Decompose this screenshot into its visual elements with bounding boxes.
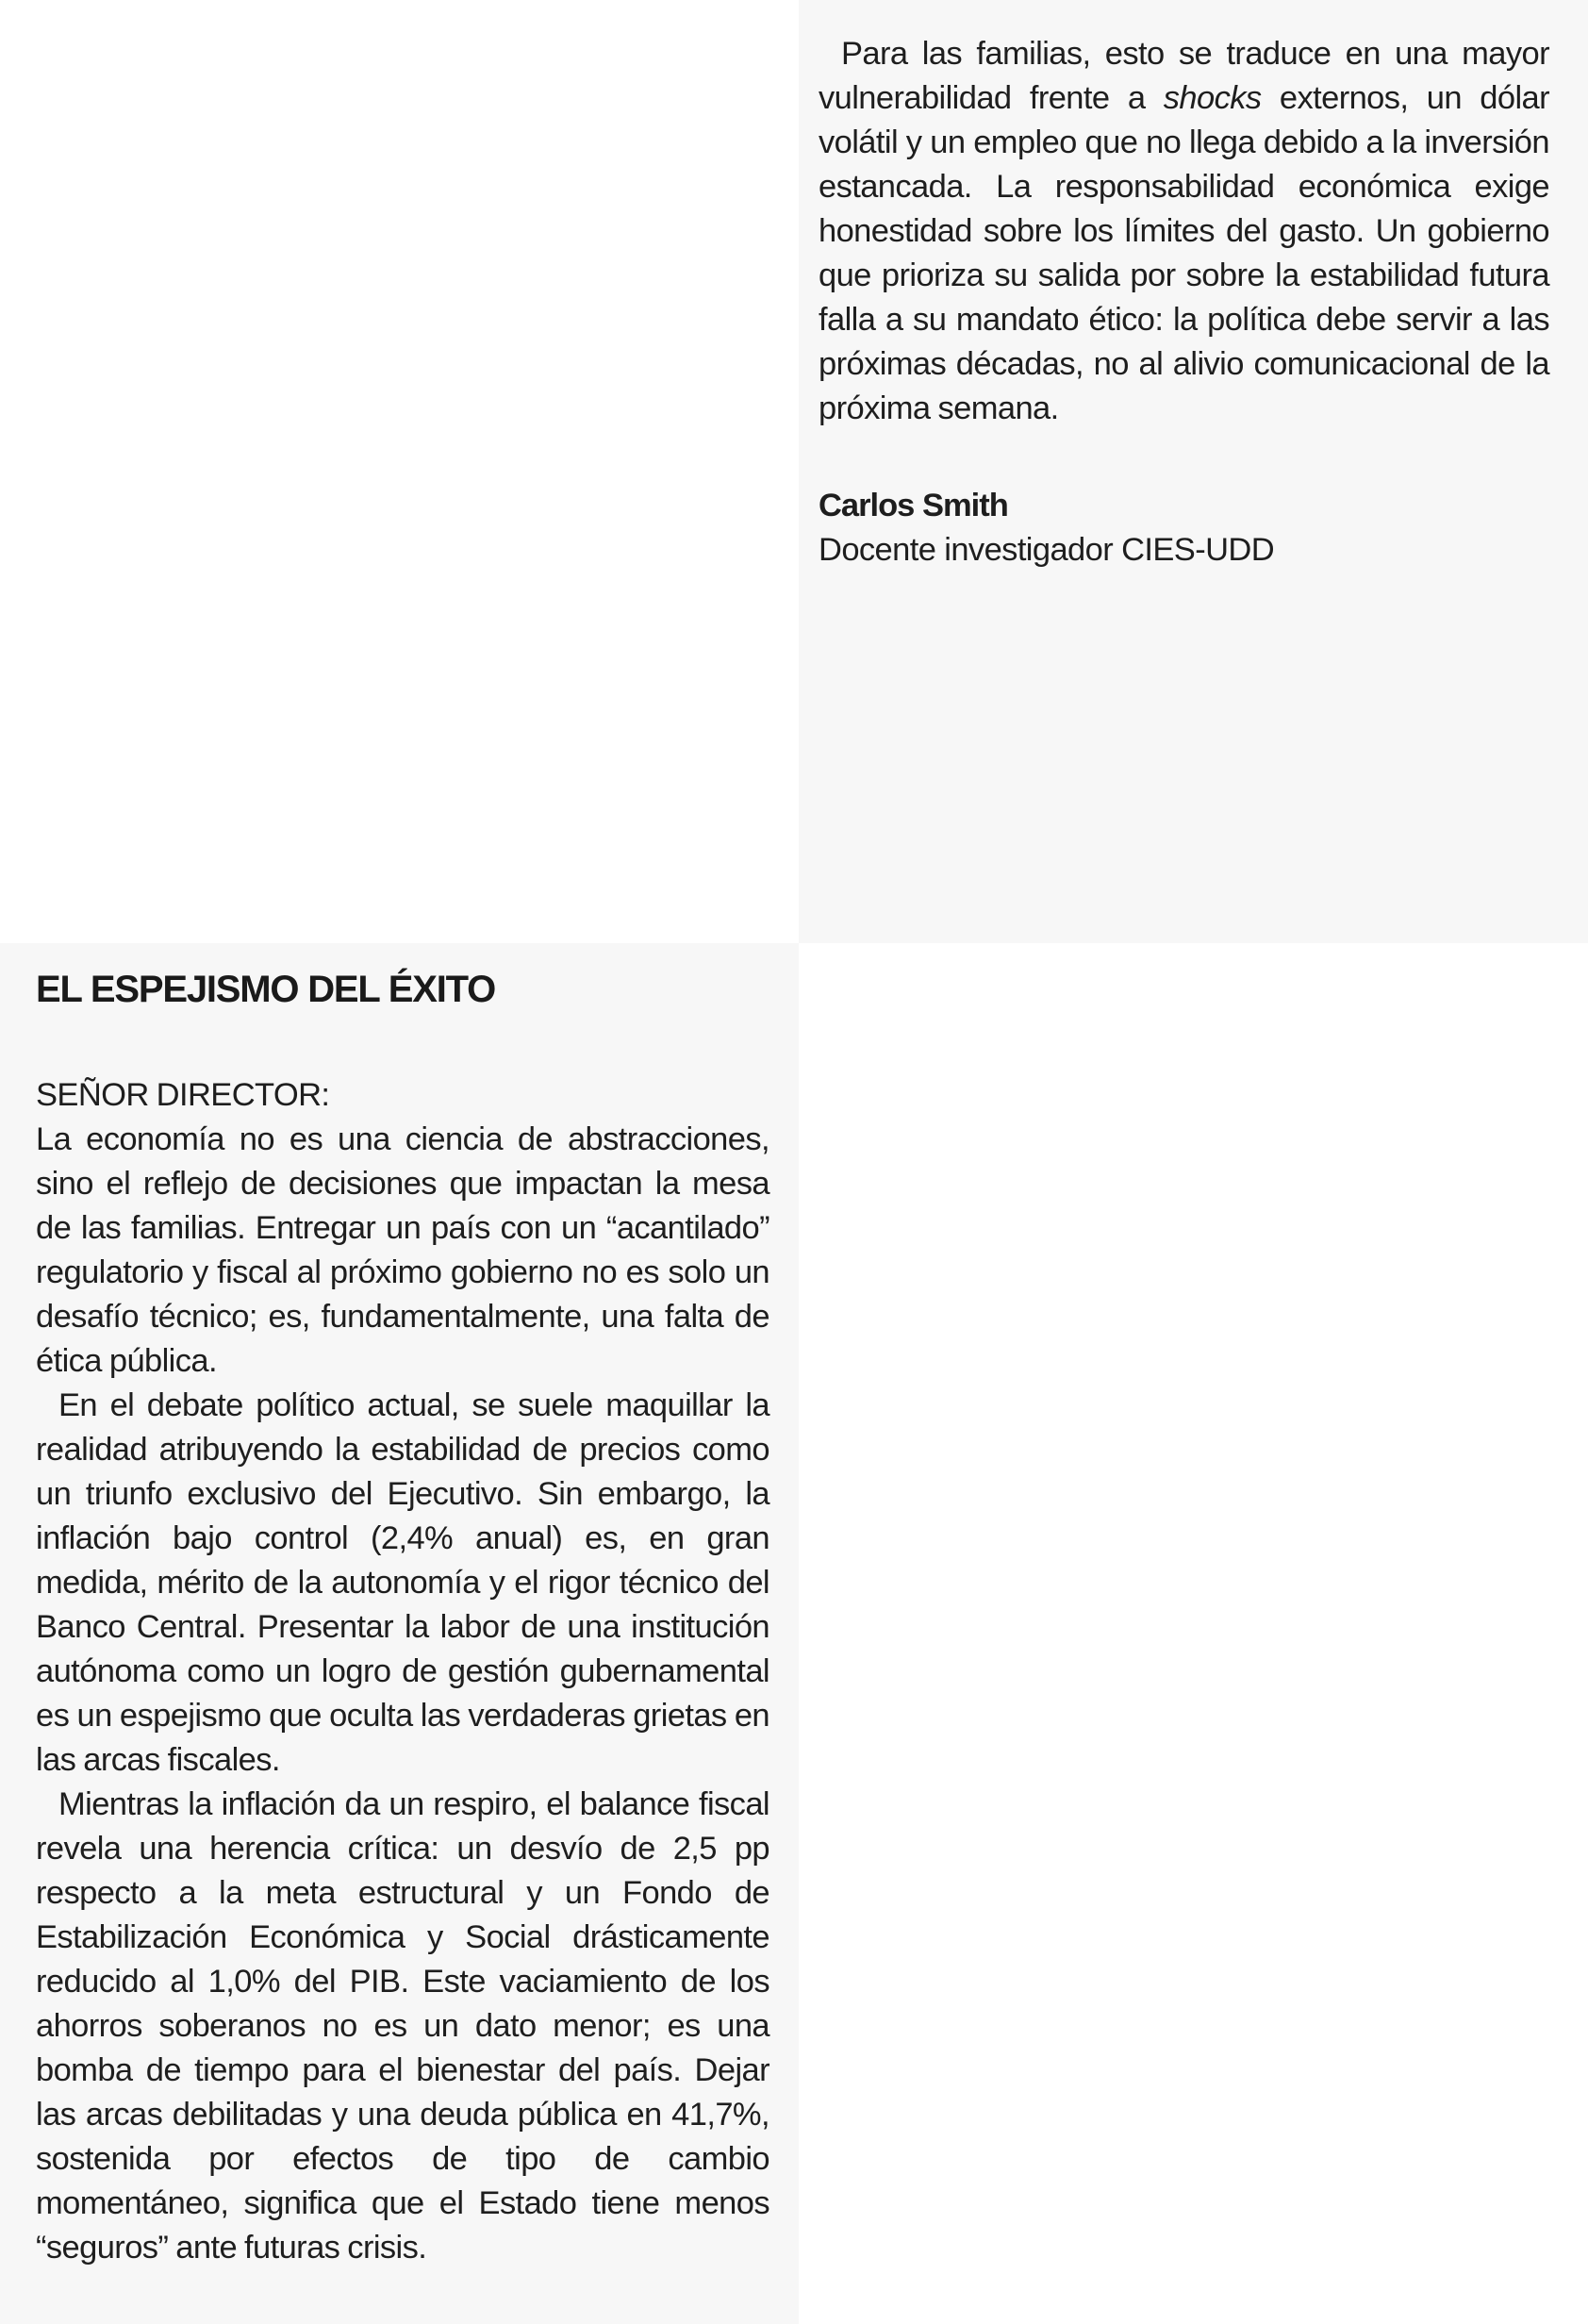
author-role: Docente investigador CIES-UDD [819,532,1275,568]
letter-title: EL ESPEJISMO DEL ÉXITO [36,969,496,1010]
previous-letter-conclusion [819,32,1549,431]
letter-salutation: SEÑOR DIRECTOR: [36,1077,330,1113]
letter-body [36,1073,769,2270]
letter-paragraph-3: Mientras la inflación da un respiro, el balance fiscal revela una herencia crítica: un desvío de 2,5 pp respecto a la meta estructural y un Fondo de Estabilización Económica y Social drásticamente reducido al 1,0% del PIB. Este vaciamiento de los ahorros soberanos no es un dato menor; es una bomba de tiempo para el bienestar del país. Dejar las arcas debilitadas y una deuda pública en 41,7%, sostenida por efectos de tipo de cambio momentáneo, significa que el Estado tiene menos “seguros” ante futuras crisis. [36,1786,769,2266]
author-signature [819,484,1549,573]
letter-paragraph-2: En el debate político actual, se suele maquillar la realidad atribuyendo la estabilidad de precios como un triunfo exclusivo del Ejecutivo. Sin embargo, la inflación bajo control (2,4% anual) es, en gran medida, mérito de la autonomía y el rigor técnico del Banco Central. Presentar la labor de una institución autónoma como un logro de gestión gubernamental es un espejismo que oculta las verdaderas grietas en las arcas fiscales. [36,1387,769,1778]
closing-paragraph-emphasis: shocks [1163,80,1262,116]
closing-paragraph-lead: Para las familias, esto se traduce en una mayor vulnerabilidad frente a [819,36,1549,116]
letter-paragraph-1: La economía no es una ciencia de abstracciones, sino el reflejo de decisiones que impactan la mesa de las familias. Entregar un país con un “acantilado” regulatorio y fiscal al próximo gobierno no es solo un desafío técnico; es, fundamentalmente, una falta de ética pública. [36,1121,769,1379]
closing-paragraph [819,32,1549,431]
closing-paragraph-rest: externos, un dólar volátil y un empleo que no llega debido a la inversión estancada. La responsabilidad económica exige honestidad sobre los límites del gasto. Un gobierno que prioriza su salida por sobre la estabilidad futura falla a su mandato ético: la política debe servir a las próximas décadas, no al alivio comunicacional de la próxima semana. [819,80,1549,426]
author-name: Carlos Smith [819,488,1008,523]
